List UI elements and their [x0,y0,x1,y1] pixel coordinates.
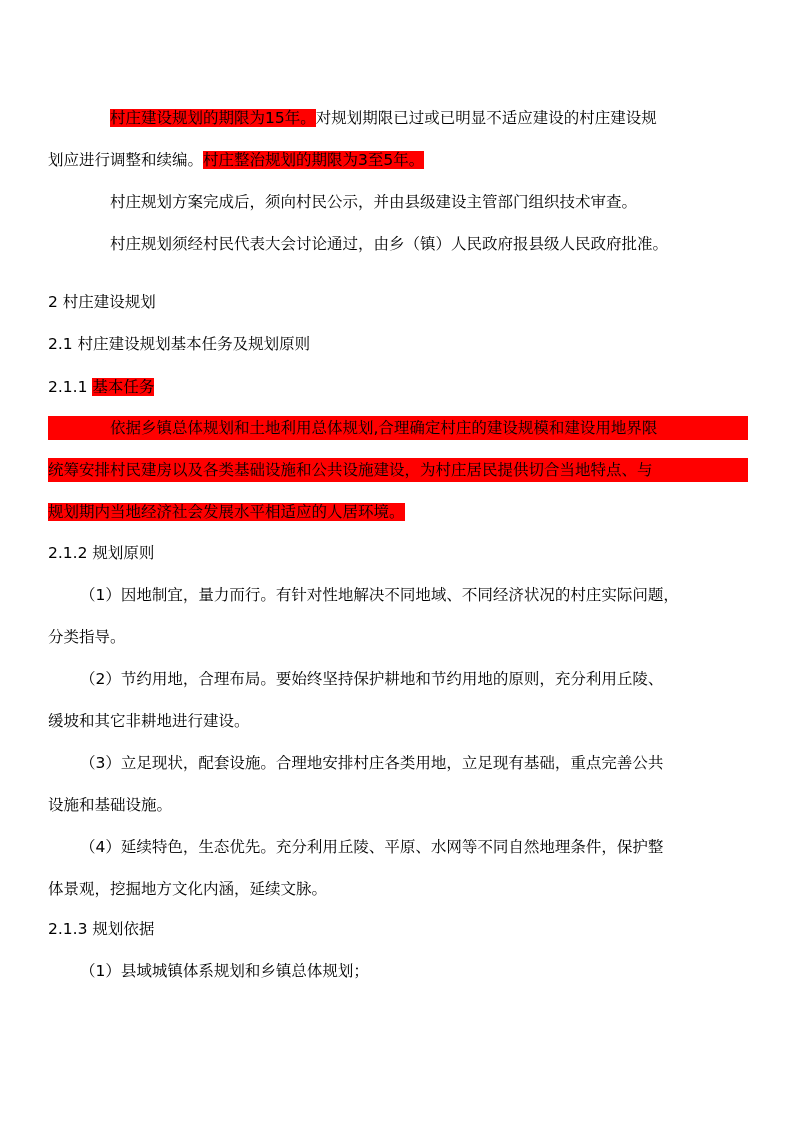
highlighted-paragraph-line: 统筹安排村民建房以及各类基础设施和公共设施建设，为村庄居民提供切合当地特点、与 [48,458,748,482]
highlighted-paragraph-line: 依据乡镇总体规划和土地利用总体规划,合理确定村庄的建设规模和建设用地界限 [48,416,748,440]
highlighted-heading-title: 基本任务 [92,378,155,396]
list-item-line: （4）延续特色，生态优先。充分利用丘陵、平原、水网等不同自然地理条件，保护整 [80,838,664,856]
list-item-line: （1）因地制宜，量力而行。有针对性地解决不同地域、不同经济状况的村庄实际问题， [80,586,679,604]
list-item-line: 缓坡和其它非耕地进行建设。 [48,712,250,730]
highlighted-text: 村庄建设规划的期限为15年。 [110,109,316,127]
list-item-line: 体景观，挖掘地方文化内涵，延续文脉。 [48,880,328,898]
heading-number: 2.1.1 [48,378,88,396]
list-item-line: （1）县域城镇体系规划和乡镇总体规划； [80,962,369,980]
paragraph-line [48,148,748,172]
paragraph-line [48,106,748,130]
subsection-heading: 2.1 村庄建设规划基本任务及规划原则 [48,335,311,353]
highlighted-text: 村庄整治规划的期限为3至5年。 [203,151,425,169]
list-item-line: （2）节约用地，合理布局。要始终坚持保护耕地和节约用地的原则，充分利用丘陵、 [80,670,664,688]
body-text: 划应进行调整和续编。 [48,151,204,169]
subsubsection-heading: 2.1.2 规划原则 [48,544,155,562]
subsubsection-heading: 2.1.3 规划依据 [48,920,155,938]
highlighted-text: 规划期内当地经济社会发展水平相适应的人居环境。 [48,503,405,521]
section-heading: 2 村庄建设规划 [48,293,156,311]
body-text: 对规划期限已过或已明显不适应建设的村庄建设规 [315,109,657,127]
list-item-line: （3）立足现状，配套设施。合理地安排村庄各类用地，立足现有基础，重点完善公共 [80,754,664,772]
paragraph-line: 村庄规划须经村民代表大会讨论通过，由乡（镇）人民政府报县级人民政府批准。 [110,235,669,253]
highlighted-paragraph-line [48,500,405,524]
list-item-line: 设施和基础设施。 [48,796,173,814]
list-item-line: 分类指导。 [48,628,126,646]
paragraph-line: 村庄规划方案完成后，须向村民公示，并由县级建设主管部门组织技术审查。 [110,193,638,211]
subsubsection-heading [48,375,748,399]
